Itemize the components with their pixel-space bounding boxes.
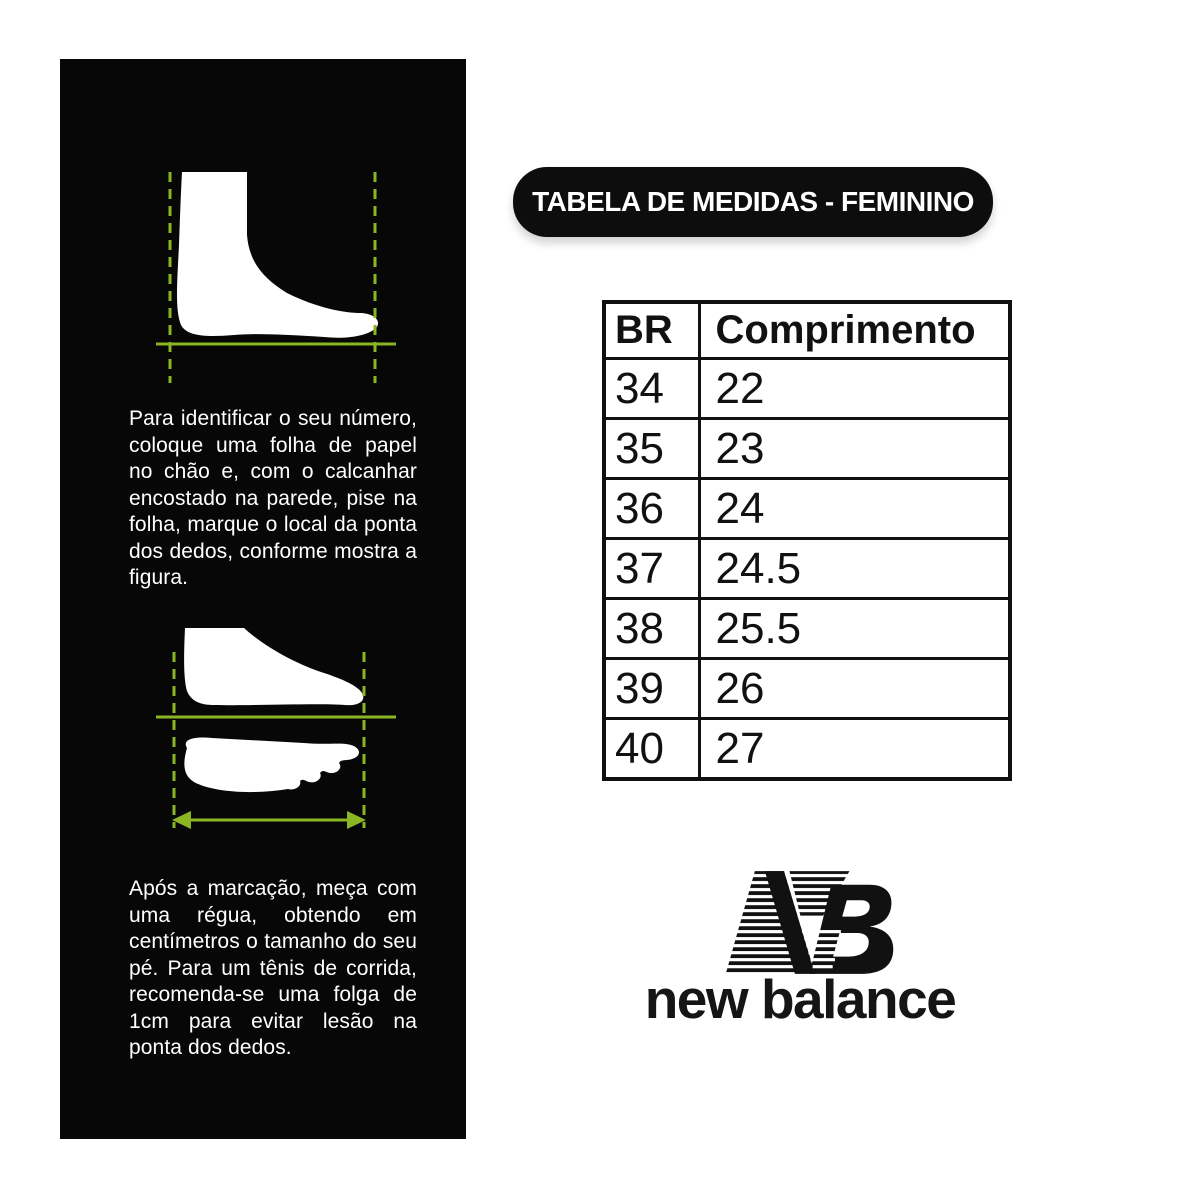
instruction-paragraph-2: Após a marcação, meça com uma régua, obtendo em centímetros o tamanho do seu pé. Para um tênis de corrida, recomenda-se uma folga de 1cm para evitar lesão na ponta dos dedos. <box>129 877 417 1059</box>
table-header-row <box>604 302 1010 359</box>
table-row <box>604 719 1010 780</box>
foot-ruler-measure-illustration <box>154 620 404 835</box>
foot-side-view-icon <box>177 172 378 338</box>
table-cell: 40 <box>604 719 699 780</box>
table-cell: 27 <box>699 719 1010 780</box>
size-chart-title: TABELA DE MEDIDAS - FEMININO <box>532 186 974 217</box>
table-cell: 25.5 <box>699 599 1010 659</box>
table-row <box>604 599 1010 659</box>
footprint-icon <box>184 737 359 792</box>
measure-arrow-icon <box>172 811 366 829</box>
table-cell: 38 <box>604 599 699 659</box>
size-table-body <box>604 359 1010 780</box>
table-cell: 22 <box>699 359 1010 419</box>
brand-wordmark: new balance <box>644 968 956 1030</box>
size-chart-title-badge <box>513 167 993 237</box>
table-cell: 37 <box>604 539 699 599</box>
table-row <box>604 359 1010 419</box>
size-table <box>602 300 1012 781</box>
table-cell: 23 <box>699 419 1010 479</box>
table-row <box>604 479 1010 539</box>
table-cell: 24 <box>699 479 1010 539</box>
table-cell: 36 <box>604 479 699 539</box>
table-header-br: BR <box>604 302 699 359</box>
table-row <box>604 659 1010 719</box>
instructions-panel <box>60 59 466 1139</box>
nb-monogram-icon <box>713 870 895 975</box>
table-row <box>604 419 1010 479</box>
table-cell: 35 <box>604 419 699 479</box>
table-cell: 26 <box>699 659 1010 719</box>
foot-side-view-icon <box>184 628 363 705</box>
table-cell: 34 <box>604 359 699 419</box>
instruction-paragraph-1: Para identificar o seu número, coloque uma folha de papel no chão e, com o calcanhar encostado na parede, pise na folha, marque o local da ponta dos dedos, conforme mostra a figura. <box>129 407 417 589</box>
table-header-comprimento: Comprimento <box>699 302 1010 359</box>
foot-length-measure-illustration <box>139 165 409 390</box>
table-cell: 39 <box>604 659 699 719</box>
table-cell: 24.5 <box>699 539 1010 599</box>
table-row <box>604 539 1010 599</box>
